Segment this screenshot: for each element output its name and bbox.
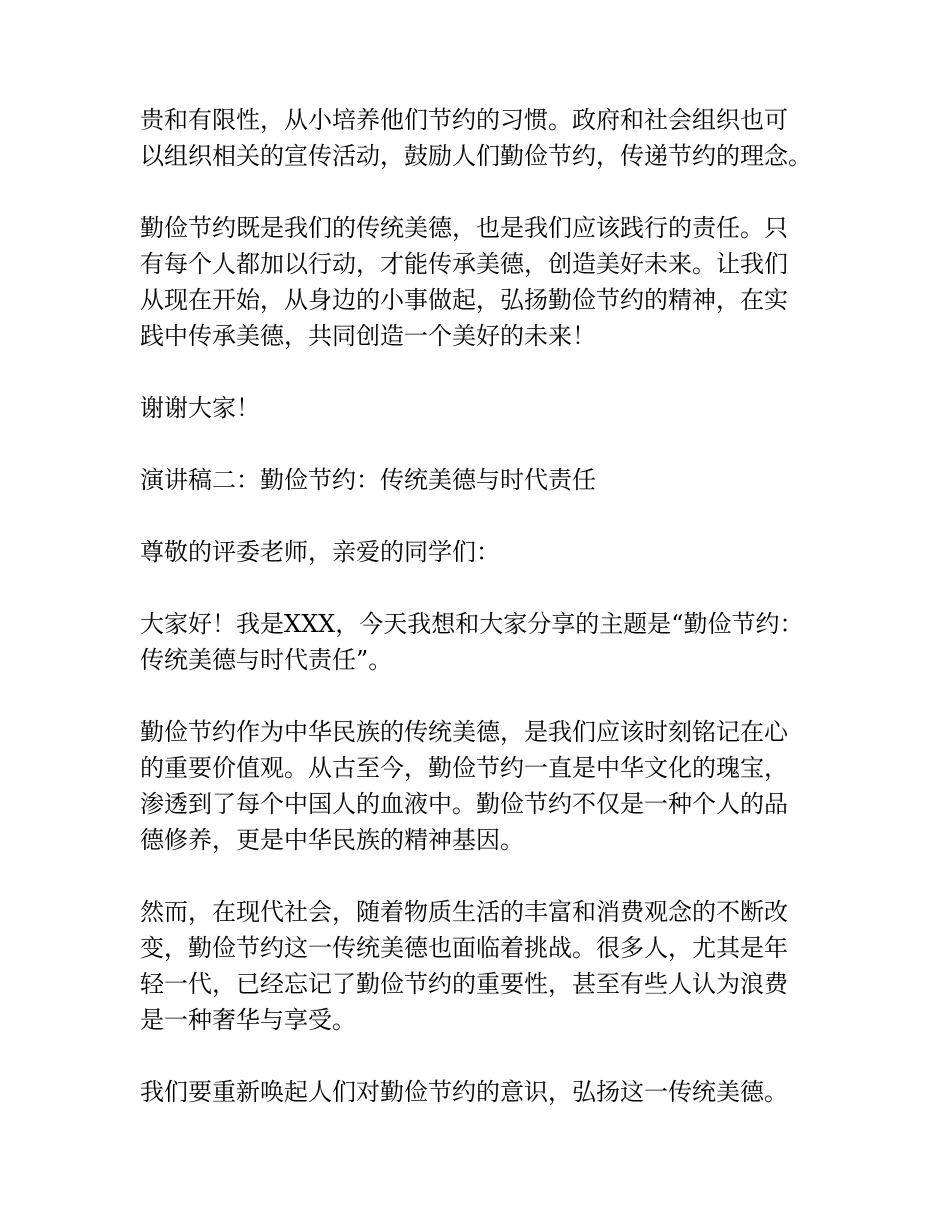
paragraph-gap xyxy=(140,678,840,714)
text-line: 有每个人都加以行动，才能传承美德，创造美好未来。让我们 xyxy=(140,250,788,278)
paragraph-gap xyxy=(140,570,840,606)
paragraph xyxy=(140,102,840,174)
paragraph xyxy=(140,894,840,1038)
paragraph xyxy=(140,606,840,678)
text-line: 然而，在现代社会，随着物质生活的丰富和消费观念的不断改 xyxy=(140,898,788,926)
text-line: 传统美德与时代责任”。 xyxy=(140,646,393,674)
text-line: 德修养，更是中华民族的精神基因。 xyxy=(140,826,524,854)
text-line: 践中传承美德，共同创造一个美好的未来！ xyxy=(140,322,596,350)
section-heading xyxy=(140,462,840,498)
paragraph-gap xyxy=(140,354,840,390)
document-body xyxy=(140,102,840,1110)
paragraph-gap xyxy=(140,426,840,462)
paragraph-gap xyxy=(140,1038,840,1074)
paragraph xyxy=(140,534,840,570)
text-line: 大家好！我是XXX，今天我想和大家分享的主题是“勤俭节约： xyxy=(140,610,804,638)
text-line: 是一种奢华与享受。 xyxy=(140,1006,356,1034)
paragraph xyxy=(140,1074,840,1110)
text-line: 以组织相关的宣传活动，鼓励人们勤俭节约，传递节约的理念。 xyxy=(140,142,812,170)
paragraph-gap xyxy=(140,174,840,210)
text-line: 的重要价值观。从古至今，勤俭节约一直是中华文化的瑰宝， xyxy=(140,754,788,782)
text-line: 演讲稿二：勤俭节约：传统美德与时代责任 xyxy=(140,466,596,494)
paragraph xyxy=(140,390,840,426)
text-line: 轻一代，已经忘记了勤俭节约的重要性，甚至有些人认为浪费 xyxy=(140,970,788,998)
text-line: 从现在开始，从身边的小事做起，弘扬勤俭节约的精神，在实 xyxy=(140,286,788,314)
text-line: 贵和有限性，从小培养他们节约的习惯。政府和社会组织也可 xyxy=(140,106,788,134)
paragraph-gap xyxy=(140,858,840,894)
text-line: 谢谢大家！ xyxy=(140,394,260,422)
text-line: 变，勤俭节约这一传统美德也面临着挑战。很多人，尤其是年 xyxy=(140,934,788,962)
text-line: 勤俭节约既是我们的传统美德，也是我们应该践行的责任。只 xyxy=(140,214,788,242)
text-line: 勤俭节约作为中华民族的传统美德，是我们应该时刻铭记在心 xyxy=(140,718,788,746)
text-line: 我们要重新唤起人们对勤俭节约的意识，弘扬这一传统美德。 xyxy=(140,1078,788,1106)
paragraph xyxy=(140,210,840,354)
paragraph xyxy=(140,714,840,858)
text-line: 渗透到了每个中国人的血液中。勤俭节约不仅是一种个人的品 xyxy=(140,790,788,818)
text-line: 尊敬的评委老师，亲爱的同学们： xyxy=(140,538,500,566)
paragraph-gap xyxy=(140,498,840,534)
